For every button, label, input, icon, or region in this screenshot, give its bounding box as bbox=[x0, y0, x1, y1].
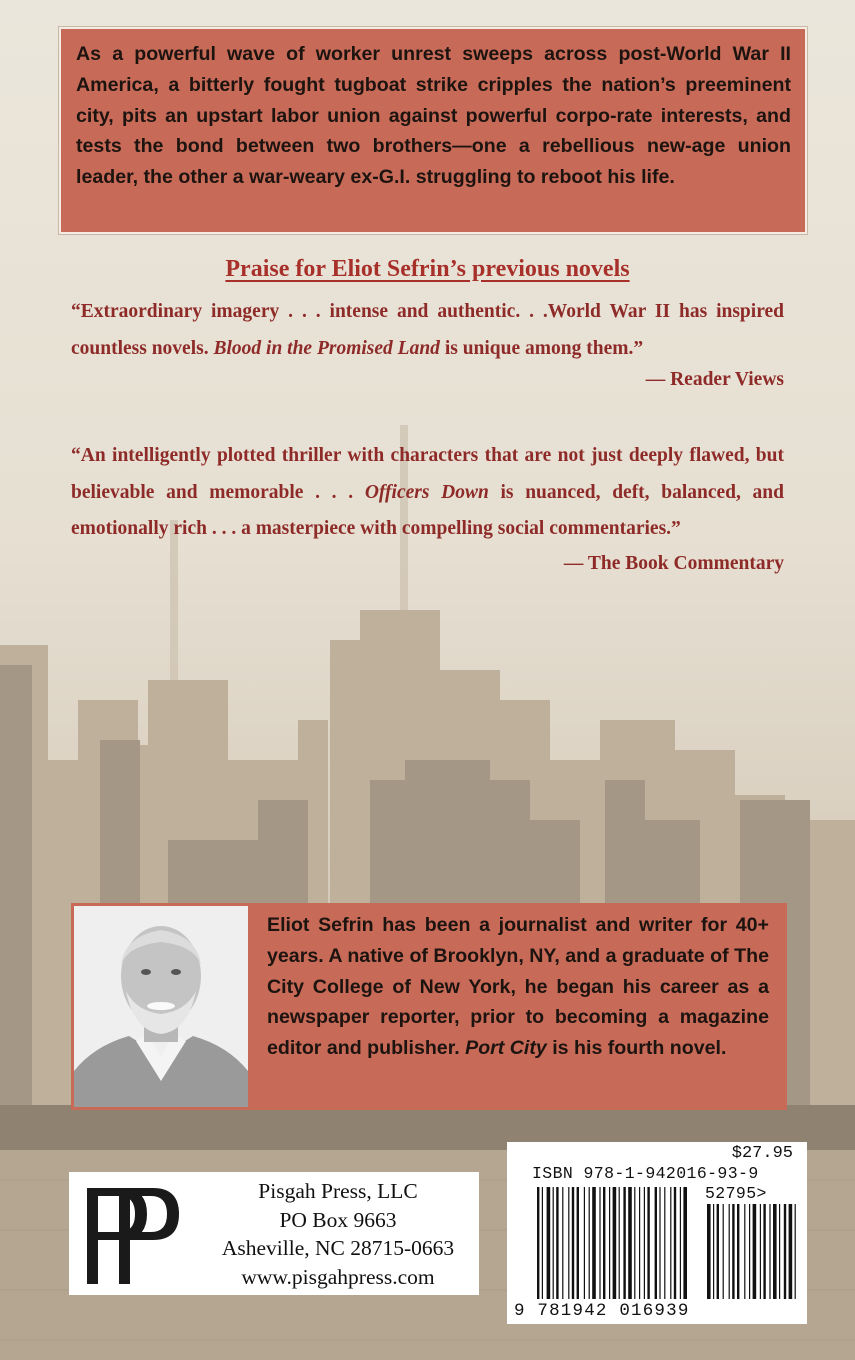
bio-book-title: Port City bbox=[465, 1037, 547, 1060]
praise-heading: Praise for Eliot Sefrin’s previous novels bbox=[225, 256, 630, 282]
review-attribution-1: — Reader Views bbox=[645, 369, 784, 390]
bio-text-before: Eliot Sefrin has been a journalist and writer for 40+ years. A native of Brooklyn, NY, and a graduate of The City College of New York, he began his career as a newspaper reporter, prior to becoming a magazine editor and publisher. bbox=[267, 914, 769, 1060]
quote-2-book-title: Officers Down bbox=[364, 481, 489, 503]
review-attribution-2: — The Book Commentary bbox=[563, 553, 784, 574]
book-summary-text: As a powerful wave of worker unrest sweeps across post-World War II America, a bitterly fought tugboat strike cripples the nation’s preeminent city, pits an upstart labor union against powerful corpo-rate interests, and tests the bond between two brothers—one a rebellious new-age union leader, the other a war-weary ex-G.I. struggling to reboot his life. bbox=[76, 43, 791, 189]
publisher-website: www.pisgahpress.com bbox=[241, 1264, 435, 1289]
author-bio-text bbox=[267, 910, 769, 1064]
quote-2-text-before: “An intelligently plotted thriller with characters that are not just deeply flawed, but believable and memorable . . . bbox=[71, 445, 784, 503]
quote-1-text-after: is unique among them.” bbox=[439, 337, 644, 359]
review-quote-2 bbox=[71, 438, 784, 548]
isbn-barcode-box bbox=[507, 1142, 807, 1324]
publisher-info-box bbox=[69, 1172, 479, 1295]
publisher-name: Pisgah Press, LLC bbox=[258, 1179, 418, 1203]
quote-1-book-title: Blood in the Promised Land bbox=[213, 337, 440, 359]
review-quote-1 bbox=[71, 294, 784, 367]
isbn-label: ISBN 978-1-942016-93-9 bbox=[532, 1164, 759, 1183]
ean-digits: 9 781942 016939 bbox=[514, 1301, 690, 1321]
pisgah-press-logo bbox=[81, 1184, 181, 1288]
barcode-image bbox=[507, 1142, 807, 1324]
bio-text-after: is his fourth novel. bbox=[546, 1037, 727, 1060]
publisher-city: Asheville, NC 28715-0663 bbox=[221, 1236, 455, 1260]
price-addon-digits: 52795> bbox=[705, 1184, 767, 1203]
author-bio-box bbox=[71, 903, 787, 1110]
publisher-po-box: PO Box 9663 bbox=[279, 1207, 397, 1232]
price-label: $27.95 bbox=[731, 1144, 793, 1163]
quote-2-text-after: is nuanced, deft, balanced, and emotionally rich . . . a masterpiece with compelling social commentaries.” bbox=[71, 481, 784, 539]
book-summary-box bbox=[59, 27, 807, 234]
quote-1-text-before: “Extraordinary imagery . . . intense and authentic. . .World War II has inspired countless novels. bbox=[71, 301, 784, 359]
author-photo bbox=[74, 906, 248, 1107]
